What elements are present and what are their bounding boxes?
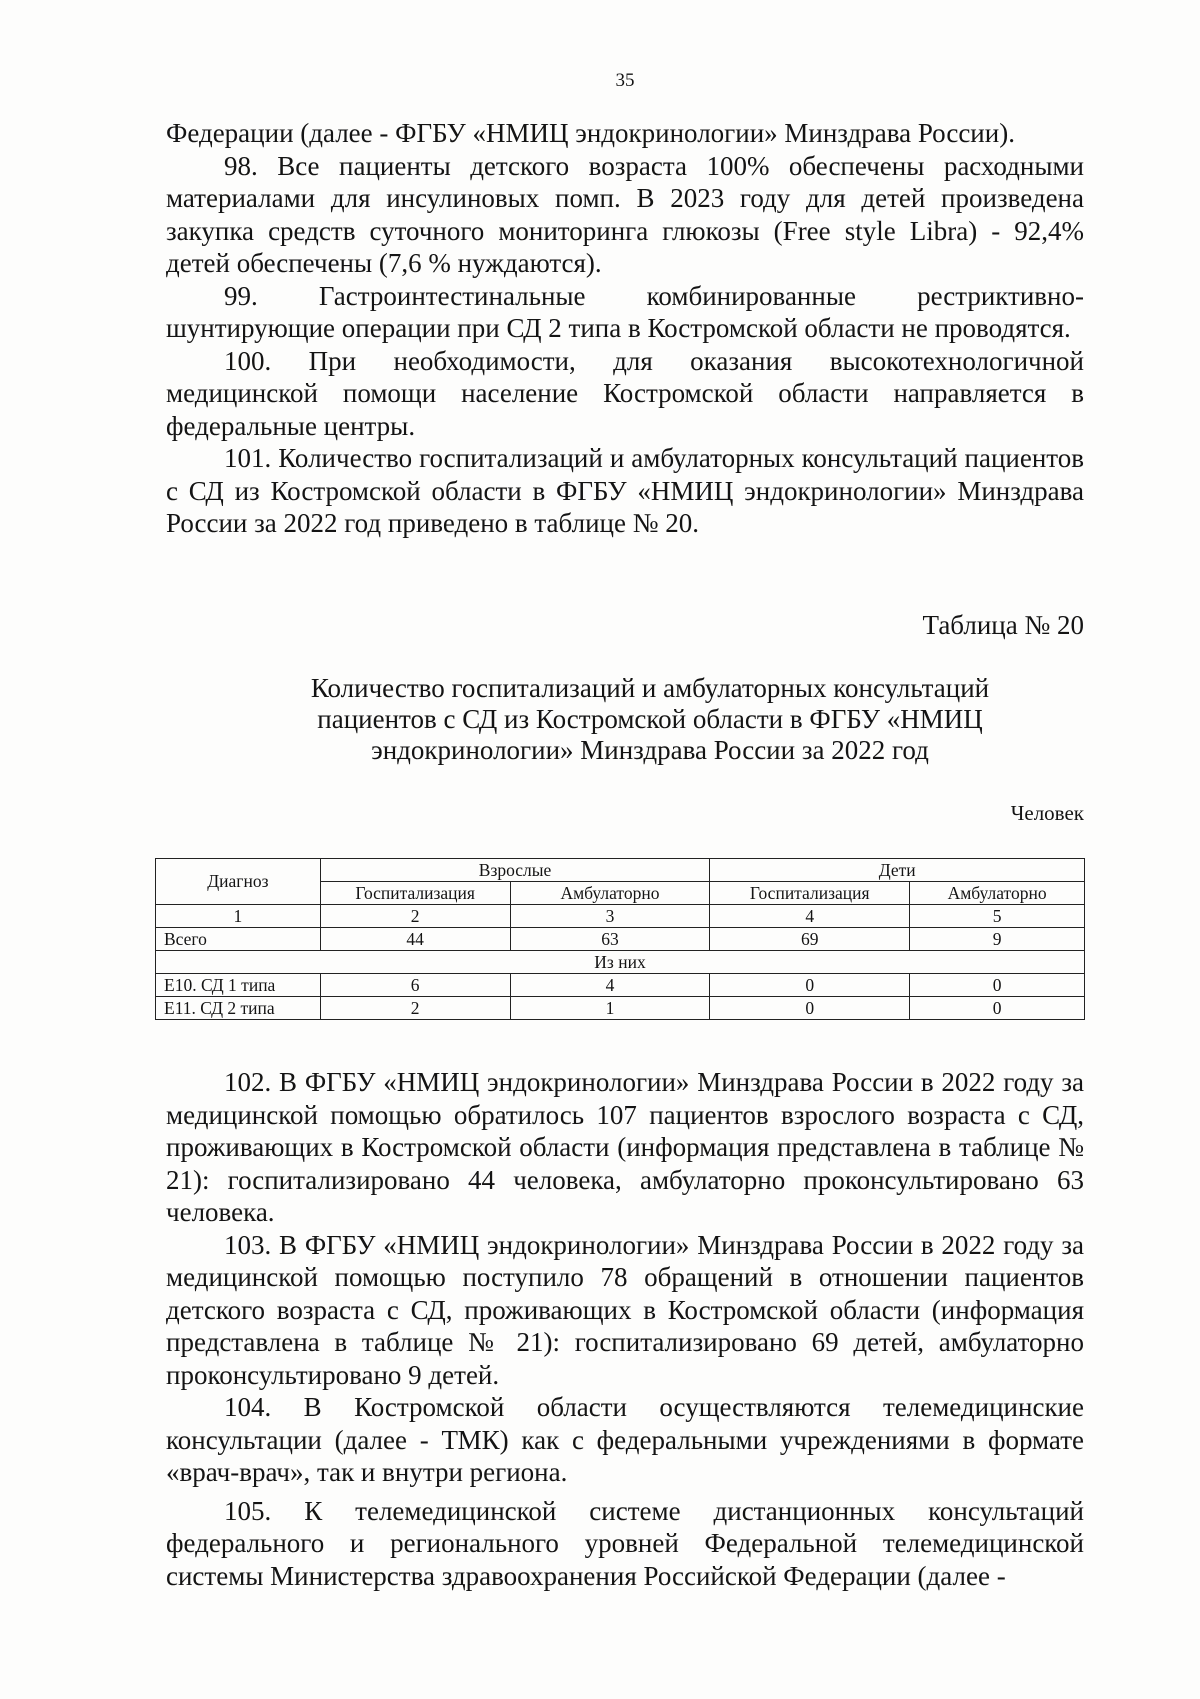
table-row [156, 997, 1085, 1020]
header-adults-amb: Амбулаторно [510, 882, 710, 905]
table-title [240, 673, 1060, 766]
header-diagnosis: Диагноз [156, 859, 321, 905]
text-block-top [166, 117, 1084, 540]
col-number: 1 [156, 905, 321, 928]
data-table [155, 858, 1085, 1020]
table-cell: 2 [320, 997, 510, 1020]
table-cell: 0 [910, 974, 1085, 997]
header-children: Дети [710, 859, 1085, 882]
paragraph-102: 102. В ФГБУ «НМИЦ эндокринологии» Минздрава России в 2022 году за медицинской помощью обратилось 107 пациентов взрослого возраста с СД, проживающих в Костромской области (информация представлена в таблице № 21): госпитализировано 44 человека, амбулаторно проконсультировано 63 человека. [166, 1067, 1084, 1227]
table-number-label: Таблица № 20 [922, 610, 1084, 640]
table-row-total [156, 928, 1085, 951]
header-adults-hosp: Госпитализация [320, 882, 510, 905]
table-title-line: Количество госпитализаций и амбулаторных консультаций [310, 673, 990, 703]
col-number: 3 [510, 905, 710, 928]
col-number: 5 [910, 905, 1085, 928]
table-cell: 0 [710, 997, 910, 1020]
paragraph-104: 104. В Костромской области осуществляются телемедицинские консультации (далее - ТМК) как с федеральными учреждениями в формате «врач-врач», так и внутри региона. [166, 1392, 1084, 1487]
header-children-hosp: Госпитализация [710, 882, 910, 905]
table-cell: 4 [510, 974, 710, 997]
paragraph-100: 100. При необходимости, для оказания высокотехнологичной медицинской помощи население Костромской области направляется в федеральные центры. [166, 345, 1084, 441]
paragraph-101: 101. Количество госпитализаций и амбулаторных консультаций пациентов с СД из Костромской области в ФГБУ «НМИЦ эндокринологии» Минздрава России за 2022 год приведено в таблице № 20. [166, 443, 1084, 538]
table-cell: 9 [910, 928, 1085, 951]
table-cell: 44 [320, 928, 510, 951]
table-cell: 69 [710, 928, 910, 951]
header-adults: Взрослые [320, 859, 710, 882]
col-number: 4 [710, 905, 910, 928]
row-label: Всего [156, 928, 321, 951]
text-block-bottom [166, 1066, 1084, 1592]
table-cell: 63 [510, 928, 710, 951]
table-title-line: пациентов с СД из Костромской области в ФГБУ «НМИЦ [317, 704, 983, 734]
table-cell: 1 [510, 997, 710, 1020]
header-children-amb: Амбулаторно [910, 882, 1085, 905]
paragraph-103: 103. В ФГБУ «НМИЦ эндокринологии» Минздрава России в 2022 году за медицинской помощью поступило 78 обращений в отношении пациентов детского возраста с СД, проживающих в Костромской области (информация представлена в таблице № 21): госпитализировано 69 детей, амбулаторно проконсультировано 9 детей. [166, 1229, 1084, 1390]
table-column-numbers-row [156, 905, 1085, 928]
table-subheader-of-which [156, 951, 1085, 974]
unit-label: Человек [1010, 801, 1084, 825]
row-label: Е10. СД 1 типа [156, 974, 321, 997]
row-label: Е11. СД 2 типа [156, 997, 321, 1020]
table-cell: 0 [910, 997, 1085, 1020]
table-cell: 0 [710, 974, 910, 997]
page-number: 35 [615, 70, 635, 91]
table-cell: 6 [320, 974, 510, 997]
paragraph-continuation: Федерации (далее - ФГБУ «НМИЦ эндокринологии» Минздрава России). [166, 118, 1015, 148]
table-title-line: эндокринологии» Минздрава России за 2022 год [371, 735, 929, 765]
table-row [156, 974, 1085, 997]
table-header-row [156, 859, 1085, 882]
subheader-of-which: Из них [156, 951, 1085, 974]
paragraph-98: 98. Все пациенты детского возраста 100% обеспечены расходными материалами для инсулиновых помп. В 2023 году для детей произведена закупка средств суточного мониторинга глюкозы (Free style Libra) - 92,4% детей обеспечены (7,6 % нуждаются). [166, 150, 1084, 278]
paragraph-105: 105. К телемедицинской системе дистанционных консультаций федерального и регионального уровней Федеральной телемедицинской системы Министерства здравоохранения Российской Федерации (далее - [166, 1495, 1084, 1591]
col-number: 2 [320, 905, 510, 928]
paragraph-99: 99. Гастроинтестинальные комбинированные рестриктивно-шунтирующие операции при СД 2 типа в Костромской области не проводятся. [166, 280, 1084, 343]
